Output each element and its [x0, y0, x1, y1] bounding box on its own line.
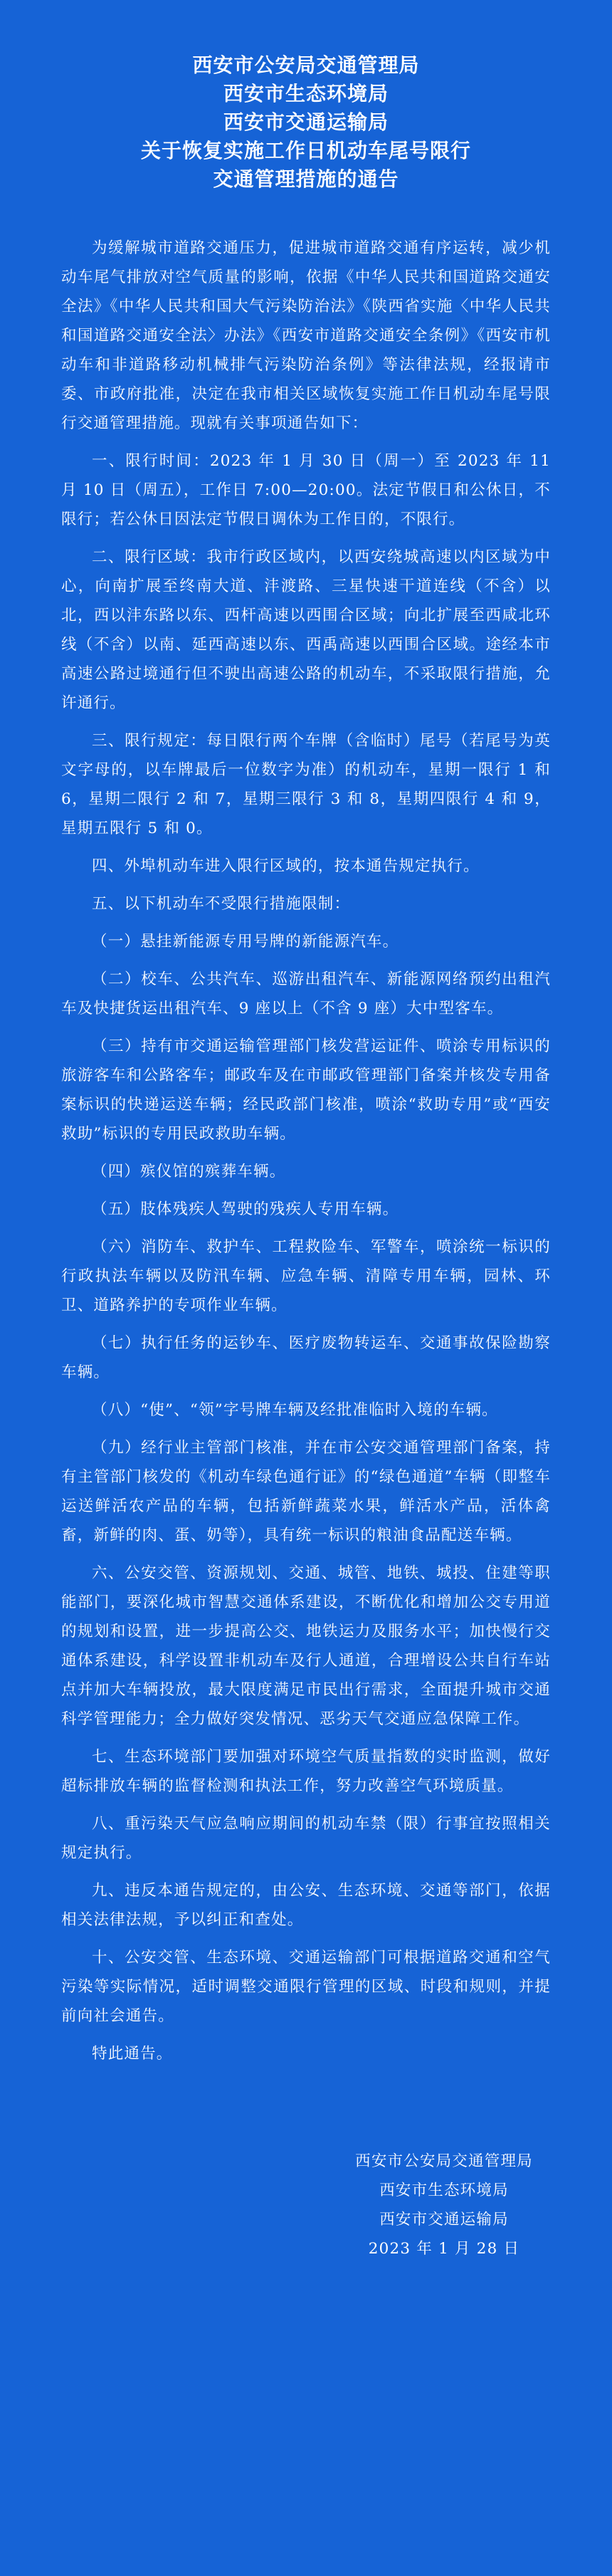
paragraph-item-6-departments: 六、公安交管、资源规划、交通、城管、地铁、城投、住建等职能部门，要深化城市智慧交通体系建设，不断优化和增加公交专用道的规划和设置，进一步提高公交、地铁运力及服务水平；加快慢行交通体系建设，科学设置非机动车及行人通道，合理增设公共自行车站点并加大车辆投放，最大限度满足市民出行需求，全面提升城市交通科学管理能力；全力做好突发情况、恶劣天气交通应急保障工作。 — [61, 1564, 551, 1728]
paragraph-exemption-5: （五）肢体残疾人驾驶的残疾人专用车辆。 — [92, 1200, 399, 1218]
paragraph-item-7-environment: 七、生态环境部门要加强对环境空气质量指数的实时监测，做好超标排放车辆的监督检测和执法工作，努力改善空气环境质量。 — [61, 1748, 551, 1795]
paragraph-item-3-rules: 三、限行规定：每日限行两个车牌（含临时）尾号（若尾号为英文字母的，以车牌最后一位数字为准）的机动车，星期一限行 1 和 6，星期二限行 2 和 7，星期三限行 3 和 8，星期四限行 4 和 9，星期五限行 5 和 0。 — [61, 732, 551, 837]
paragraph-closing: 特此通告。 — [92, 2045, 173, 2063]
paragraph-exemption-9: （九）经行业主管部门核准，并在市公安交通管理部门备案，持有主管部门核发的《机动车绿色通行证》的“绿色通道”车辆（即整车运送鲜活农产品的车辆，包括新鲜蔬菜水果，鲜活水产品，活体禽畜，新鲜的肉、蛋、奶等），具有统一标识的粮油食品配送车辆。 — [61, 1439, 551, 1544]
paragraph-preamble: 为缓解城市道路交通压力，促进城市道路交通有序运转，减少机动车尾气排放对空气质量的影响，依据《中华人民共和国道路交通安全法》《中华人民共和国大气污染防治法》《陕西省实施〈中华人民共和国道路交通安全法〉办法》《西安市道路交通安全条例》《西安市机动车和非道路移动机械排气污染防治条例》等法律法规，经报请市委、市政府批准，决定在我市相关区域恢复实施工作日机动车尾号限行交通管理措施。现就有关事项通告如下： — [61, 239, 551, 432]
title-line-subject-2: 交通管理措施的通告 — [213, 167, 399, 191]
paragraph-exemption-7: （七）执行任务的运钞车、医疗废物转运车、交通事故保险勘察车辆。 — [61, 1334, 551, 1381]
title-line-issuer-1: 西安市公安局交通管理局 — [192, 53, 420, 77]
title-line-subject-1: 关于恢复实施工作日机动车尾号限行 — [140, 139, 471, 162]
paragraph-item-4-nonlocal: 四、外埠机动车进入限行区域的，按本通告规定执行。 — [92, 857, 480, 875]
paragraph-item-8-pollution: 八、重污染天气应急响应期间的机动车禁（限）行事宜按照相关规定执行。 — [61, 1815, 551, 1862]
signature-issuer-3: 西安市交通运输局 — [379, 2211, 509, 2229]
notice-body — [61, 234, 551, 2068]
paragraph-exemption-4: （四）殡仪馆的殡葬车辆。 — [92, 1163, 286, 1180]
signature-issuer-2: 西安市生态环境局 — [379, 2182, 509, 2199]
notice-title — [61, 51, 551, 194]
paragraph-item-2-area: 二、限行区域：我市行政区域内，以西安绕城高速以内区域为中心，向南扩展至终南大道、沣渡路、三星快速干道连线（不含）以北，西以沣东路以东、西杆高速以西围合区域；向北扩展至西咸北环线（不含）以南、延西高速以东、西禹高速以西围合区域。途经本市高速公路过境通行但不驶出高速公路的机动车，不采取限行措施，允许通行。 — [61, 548, 551, 712]
paragraph-item-1-time: 一、限行时间：2023 年 1 月 30 日（周一）至 2023 年 11 月 10 日（周五），工作日 7:00—20:00。法定节假日和公休日，不限行；若公休日因法定节假日调休为工作日的，不限行。 — [61, 452, 551, 528]
signature-issuer-1: 西安市公安局交通管理局 — [355, 2152, 533, 2170]
paragraph-exemption-6: （六）消防车、救护车、工程救险车、军警车，喷涂统一标识的行政执法车辆以及防汛车辆、应急车辆、清障专用车辆，园林、环卫、道路养护的专项作业车辆。 — [61, 1238, 551, 1314]
signature-block — [61, 2147, 551, 2263]
title-line-issuer-2: 西安市生态环境局 — [223, 82, 389, 105]
paragraph-exemption-3: （三）持有市交通运输管理部门核发营运证件、喷涂专用标识的旅游客车和公路客车；邮政车及在市邮政管理部门备案并核发专用备案标识的快递运送车辆；经民政部门核准，喷涂“救助专用”或“西安救助”标识的专用民政救助车辆。 — [61, 1037, 551, 1143]
title-line-issuer-3: 西安市交通运输局 — [223, 110, 389, 134]
paragraph-item-9-violations: 九、违反本通告规定的，由公安、生态环境、交通等部门，依据相关法律法规，予以纠正和查处。 — [61, 1882, 551, 1929]
signature-date: 2023 年 1 月 28 日 — [368, 2240, 520, 2258]
paragraph-item-5-exemptions: 五、以下机动车不受限行措施限制： — [92, 895, 351, 913]
paragraph-item-10-adjustment: 十、公安交管、生态环境、交通运输部门可根据道路交通和空气污染等实际情况，适时调整交通限行管理的区域、时段和规则，并提前向社会通告。 — [61, 1949, 551, 2025]
paragraph-exemption-2: （二）校车、公共汽车、巡游出租汽车、新能源网络预约出租汽车及快捷货运出租汽车、9 座以上（不含 9 座）大中型客车。 — [61, 970, 551, 1017]
paragraph-exemption-1: （一）悬挂新能源专用号牌的新能源汽车。 — [92, 933, 399, 951]
paragraph-exemption-8: （八）“使”、“领”字号牌车辆及经批准临时入境的车辆。 — [92, 1401, 498, 1419]
